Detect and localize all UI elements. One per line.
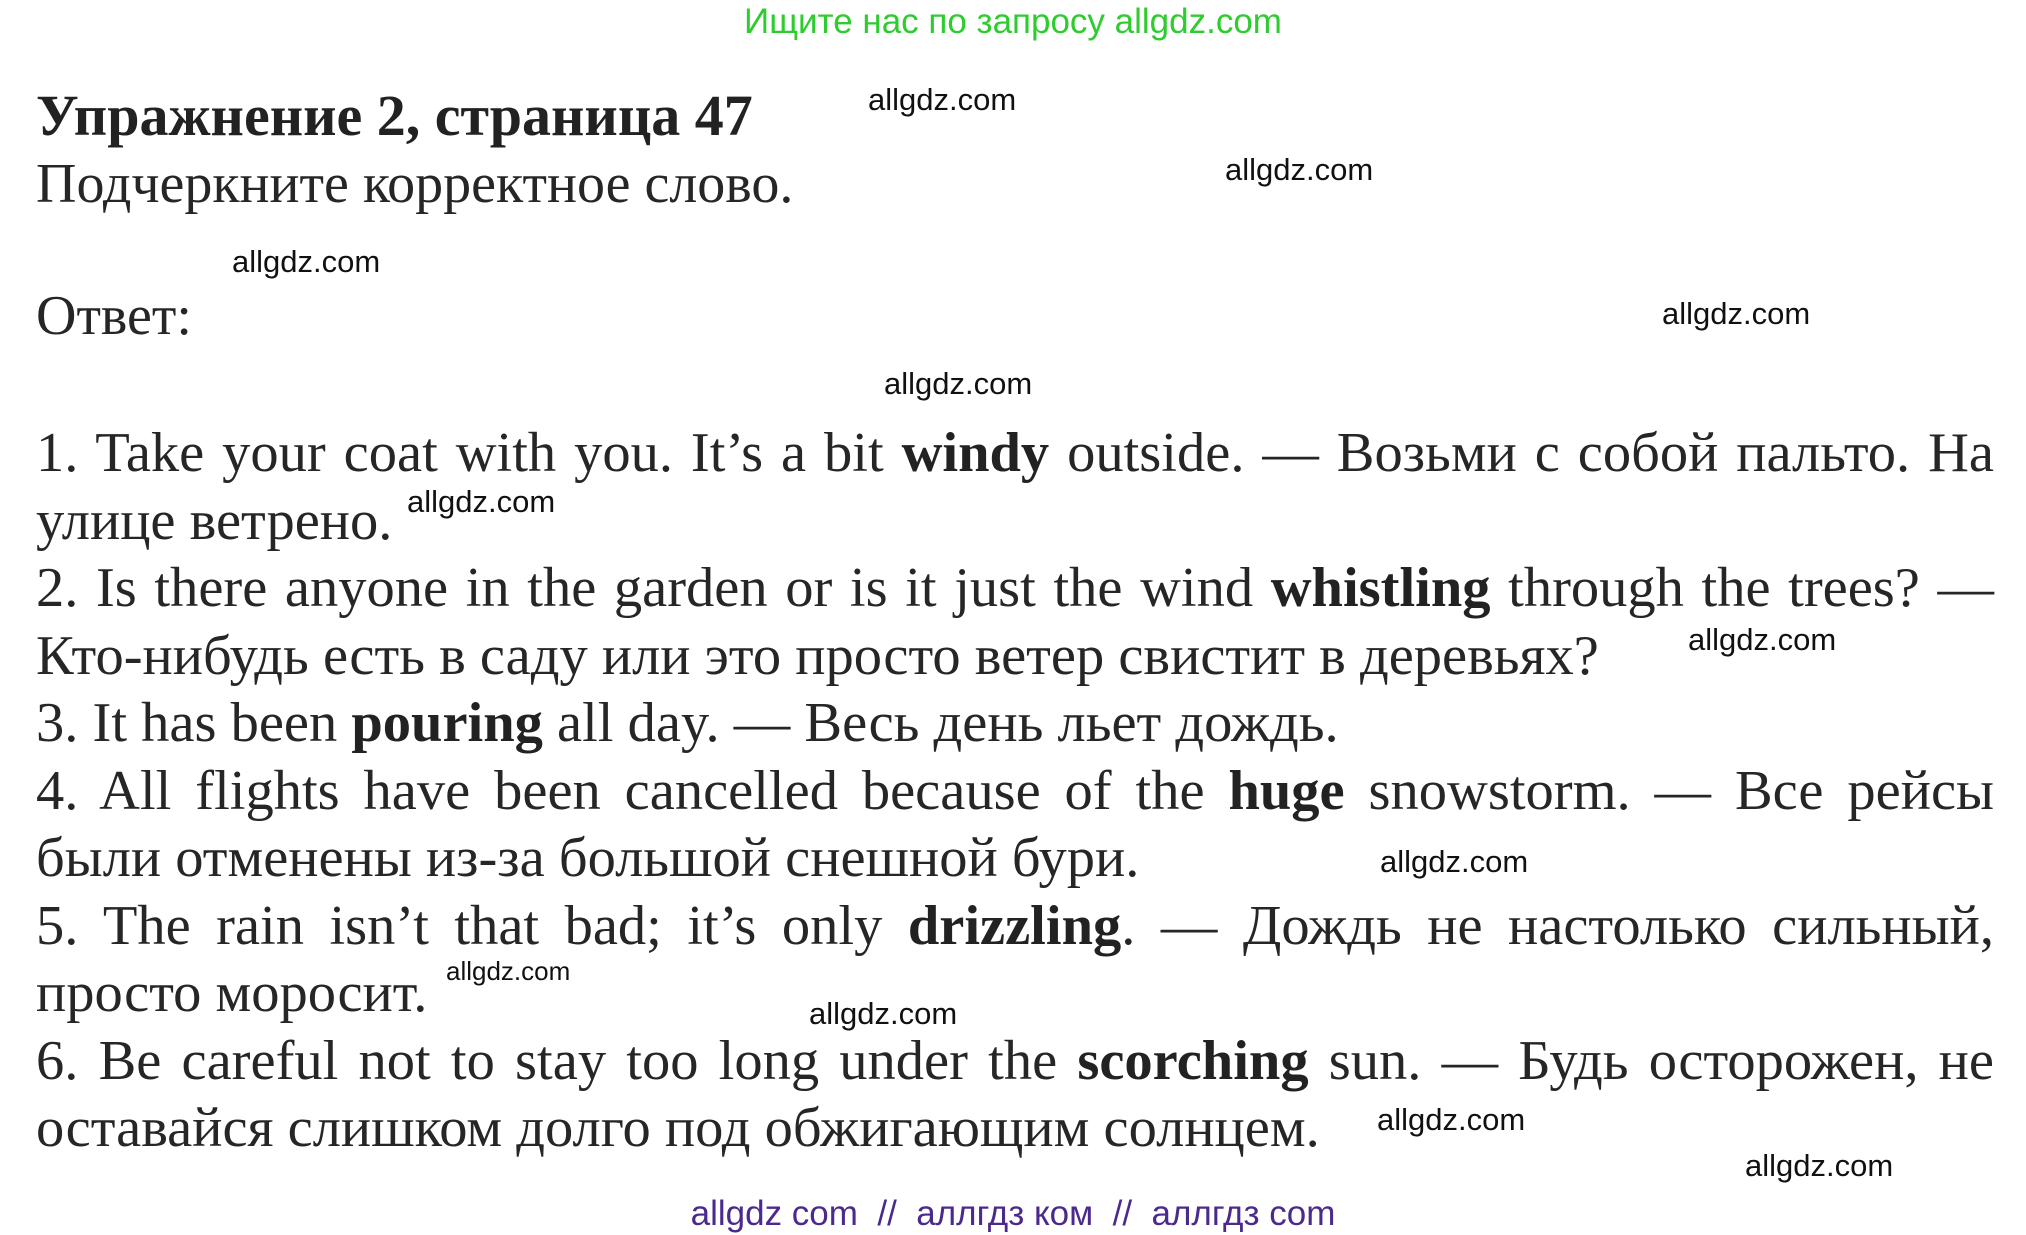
answer-word: drizzling	[907, 894, 1122, 957]
answer-word: pouring	[351, 692, 543, 754]
watermark: allgdz.com	[884, 366, 1033, 401]
answer-item: 6. Be careful not to stay too long under the scorching sun. — Будь осторожен, не оставайся слишком долго под обжигающим солнцем.	[36, 1029, 1995, 1159]
answer-item: 1. Take your coat with you. It’s a bit windy outside. — Возьми с собой пальто. На улице ветрено.	[36, 422, 1994, 552]
watermark: allgdz.com	[1377, 1102, 1526, 1137]
watermark: allgdz.com	[1745, 1148, 1894, 1183]
answer-word: windy	[901, 422, 1050, 484]
exercise-title: Упражнение 2, страница 47	[36, 83, 753, 148]
watermark: allgdz.com	[446, 956, 571, 986]
watermark: allgdz.com	[1662, 296, 1811, 331]
answer-item: 3. It has been pouring all day. — Весь день льет дождь.	[36, 692, 1339, 754]
exercise-instruction: Подчеркните корректное слово.	[36, 153, 794, 215]
watermark: allgdz.com	[1380, 844, 1529, 879]
search-banner: Ищите нас по запросу allgdz.com	[744, 2, 1282, 41]
answer-item: 4. All flights have been cancelled because of the huge snowstorm. — Все рейсы были отменены из-за большой снешной бури.	[36, 759, 1994, 889]
answer-word: whistling	[1270, 557, 1491, 619]
answers-list	[36, 420, 1994, 1163]
watermark: allgdz.com	[868, 82, 1017, 117]
watermark: allgdz.com	[809, 996, 958, 1031]
answer-word: huge	[1228, 759, 1345, 822]
watermark: allgdz.com	[407, 484, 556, 519]
watermark: allgdz.com	[1225, 152, 1374, 187]
watermark: allgdz.com	[1688, 622, 1837, 657]
answer-word: scorching	[1077, 1029, 1309, 1092]
watermark: allgdz.com	[232, 244, 381, 279]
answer-item: 2. Is there anyone in the garden or is it just the wind whistling through the trees? — Кто-нибудь есть в саду или это просто ветер свистит в деревьях?	[36, 557, 1994, 687]
answer-label: Ответ:	[36, 285, 192, 347]
answer-item: 5. The rain isn’t that bad; it’s only drizzling. — Дождь не настолько сильный, просто моросит.	[36, 894, 1994, 1024]
footer-links: allgdz com // аллгдз ком // аллгдз com	[690, 1194, 1336, 1233]
